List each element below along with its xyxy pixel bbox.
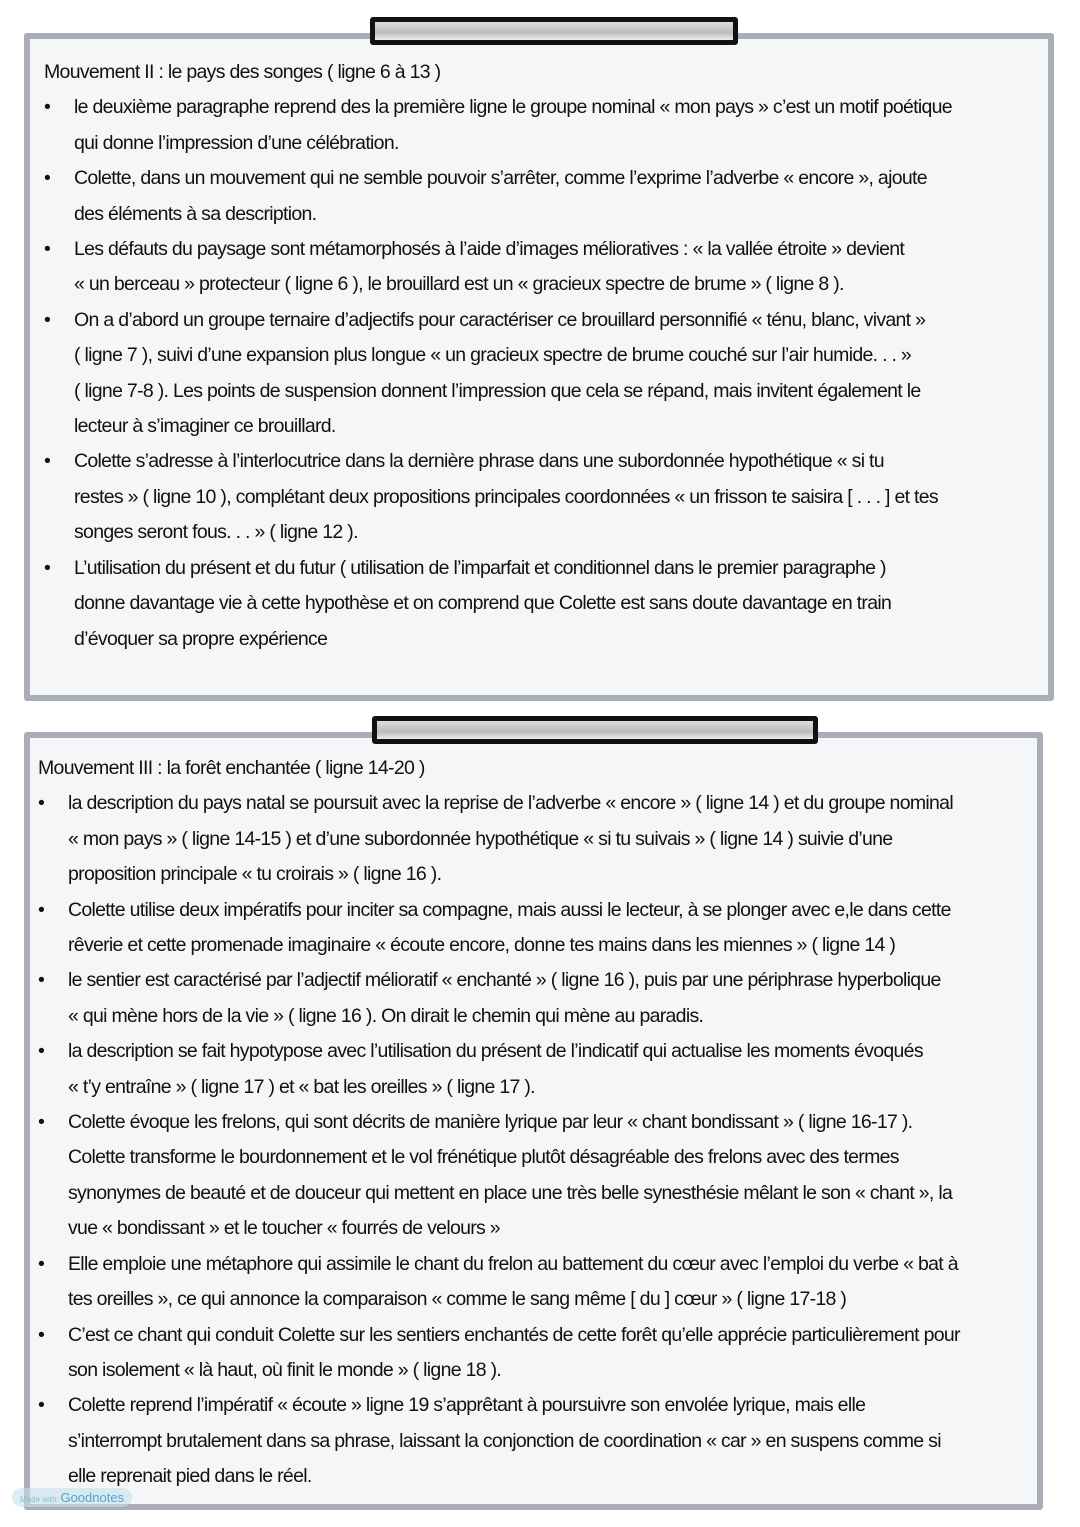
- bullet-line: qui donne l’impression d’une célébration.: [74, 131, 399, 154]
- bullet-point: [44, 551, 952, 657]
- bullet-line: lecteur à s’imaginer ce brouillard.: [74, 415, 336, 438]
- section-title: Mouvement III : la forêt enchantée ( ligne 14-20 ): [38, 757, 425, 779]
- section-mouvement-3: [38, 751, 960, 1495]
- bullet-line: restes » ( ligne 10 ), complétant deux propositions principales coordonnées « un frisson te saisira [ . . . ] et tes: [74, 485, 938, 508]
- bullet-point: [38, 1318, 960, 1389]
- bullet-line: elle reprenait pied dans le réel.: [68, 1465, 312, 1488]
- bullet-line: • Les défauts du paysage sont métamorphosés à l’aide d’images mélioratives : « la vallée étroite » devient: [74, 238, 905, 261]
- bullet-point: [38, 1388, 960, 1494]
- bullet-line: son isolement « là haut, où finit le monde » ( ligne 18 ).: [68, 1358, 502, 1381]
- bullet-point: [44, 90, 952, 161]
- bullet-line: • Colette, dans un mouvement qui ne semble pouvoir s’arrêter, comme l’exprime l’adverbe « encore », ajoute: [74, 167, 927, 190]
- bullet-point: [44, 444, 952, 550]
- bullet-line: « qui mène hors de la vie » ( ligne 16 ). On dirait le chemin qui mène au paradis.: [68, 1004, 704, 1027]
- bullet-line: vue « bondissant » et le toucher « fourrés de velours »: [68, 1217, 500, 1240]
- bullet-point: [44, 232, 952, 303]
- bullet-point: [44, 303, 952, 445]
- bullet-line: • L’utilisation du présent et du futur ( utilisation de l’imparfait et conditionnel dans le premier paragraphe ): [74, 556, 886, 579]
- bullet-line: • la description se fait hypotypose avec l’utilisation du présent de l’indicatif qui actualise les moments évoqués: [68, 1040, 923, 1063]
- section-mouvement-2: [44, 55, 952, 657]
- bullet-line: • Colette reprend l’impératif « écoute » ligne 19 s’apprêtant à poursuivre son envolée lyrique, mais elle: [68, 1394, 866, 1417]
- bullet-line: donne davantage vie à cette hypothèse et on comprend que Colette est sans doute davantage en train: [74, 592, 892, 615]
- bullet-line: • On a d’abord un groupe ternaire d’adjectifs pour caractériser ce brouillard personnifié « ténu, blanc, vivant »: [74, 308, 926, 331]
- bullet-line: Colette transforme le bourdonnement et le vol frénétique plutôt désagréable des frelons avec des termes: [68, 1146, 899, 1169]
- bullet-point: [38, 1034, 960, 1105]
- bullet-line: « t’y entraîne » ( ligne 17 ) et « bat les oreilles » ( ligne 17 ).: [68, 1075, 535, 1098]
- bullet-line: • Colette s’adresse à l’interlocutrice dans la dernière phrase dans une subordonnée hypothétique « si tu: [74, 450, 884, 473]
- bullet-line: • Colette évoque les frelons, qui sont décrits de manière lyrique par leur « chant bondissant » ( ligne 16-17 ).: [68, 1111, 913, 1134]
- bullet-point: [44, 161, 952, 232]
- bullet-line: ( ligne 7 ), suivi d’une expansion plus longue « un gracieux spectre de brume couché sur l’air humide. . . »: [74, 344, 912, 367]
- bullet-point: [38, 893, 960, 964]
- bullet-line: tes oreilles », ce qui annonce la comparaison « comme le sang même [ du ] cœur » ( ligne 17-18 ): [68, 1288, 847, 1311]
- bullet-line: s’interrompt brutalement dans sa phrase, laissant la conjonction de coordination « car » en suspens comme si: [68, 1429, 941, 1452]
- bullet-point: [38, 1247, 960, 1318]
- bullet-line: d’évoquer sa propre expérience: [74, 627, 328, 650]
- goodnotes-watermark: Made with Goodnotes: [12, 1488, 132, 1507]
- bullet-line: • C’est ce chant qui conduit Colette sur les sentiers enchantés de cette forêt qu’elle apprécie particulièrement pour: [68, 1323, 960, 1346]
- bullet-line: synonymes de beauté et de douceur qui mettent en place une très belle synesthésie mêlant le son « chant », la: [68, 1181, 953, 1204]
- bullet-line: proposition principale « tu croirais » ( ligne 16 ).: [68, 863, 442, 886]
- bullet-line: • le deuxième paragraphe reprend des la première ligne le groupe nominal « mon pays » c’est un motif poétique: [74, 96, 952, 119]
- section-title: Mouvement II : le pays des songes ( ligne 6 à 13 ): [44, 61, 441, 83]
- bullet-line: songes seront fous. . . » ( ligne 12 ).: [74, 521, 358, 544]
- bullet-line: « mon pays » ( ligne 14-15 ) et d’une subordonnée hypothétique « si tu suivais » ( ligne 14 ) suivie d’une: [68, 827, 893, 850]
- bullet-line: • la description du pays natal se poursuit avec la reprise de l’adverbe « encore » ( ligne 14 ) et du groupe nominal: [68, 792, 953, 815]
- bullet-line: rêverie et cette promenade imaginaire « écoute encore, donne tes mains dans les miennes » ( ligne 14 ): [68, 934, 896, 957]
- bullet-line: • Colette utilise deux impératifs pour inciter sa compagne, mais aussi le lecteur, à se plonger avec e,le dans cette: [68, 898, 951, 921]
- bullet-line: « un berceau » protecteur ( ligne 6 ), le brouillard est un « gracieux spectre de brume » ( ligne 8 ).: [74, 273, 844, 296]
- bullet-line: • le sentier est caractérisé par l’adjectif mélioratif « enchanté » ( ligne 16 ), puis par une périphrase hyperbolique: [68, 969, 941, 992]
- tape-decoration: [372, 716, 818, 744]
- bullet-line: • Elle emploie une métaphore qui assimile le chant du frelon au battement du cœur avec l’emploi du verbe « bat à: [68, 1252, 958, 1275]
- bullet-point: [38, 1105, 960, 1247]
- bullet-line: ( ligne 7-8 ). Les points de suspension donnent l’impression que cela se répand, mais invitent également le: [74, 379, 921, 402]
- bullet-point: [38, 786, 960, 892]
- bullet-point: [38, 963, 960, 1034]
- tape-decoration: [370, 17, 738, 45]
- bullet-line: des éléments à sa description.: [74, 202, 317, 225]
